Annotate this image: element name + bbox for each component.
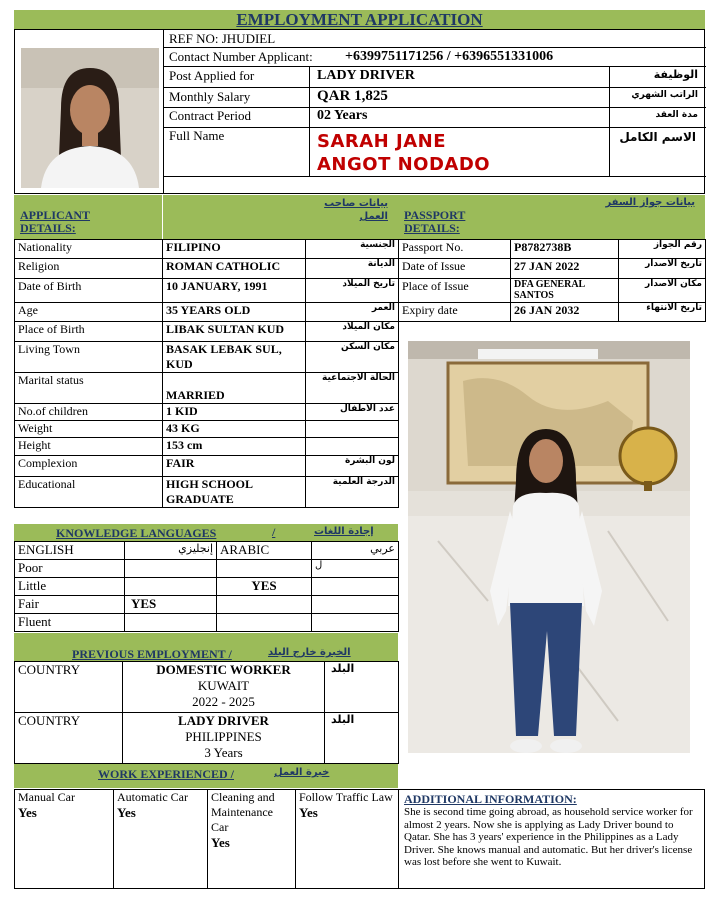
post-label: Post Applied for — [169, 68, 255, 83]
previous-position: LADY DRIVER — [178, 713, 269, 728]
applicant-row — [15, 322, 399, 342]
language-arabic-value — [217, 614, 312, 632]
passport-arabic: تاريخ الانتهاء — [619, 303, 706, 322]
contract-value: 02 Years — [317, 108, 368, 123]
work-item — [15, 790, 114, 889]
language-row — [15, 596, 399, 614]
previous-detail — [123, 662, 325, 713]
work-item — [114, 790, 208, 889]
previous-period: 3 Years — [204, 745, 243, 760]
language-level: Fair — [15, 596, 125, 614]
applicant-row — [15, 438, 399, 456]
applicant-arabic: الحالة الاجتماعية — [306, 373, 399, 404]
work-item-label: Cleaning and Maintenance Car — [211, 790, 275, 834]
headshot-photo — [21, 48, 159, 188]
work-item-label: Follow Traffic Law — [299, 790, 393, 804]
languages-header: KNOWLEDGE LANGUAGES — [56, 526, 217, 540]
applicant-row — [15, 279, 399, 303]
passport-arabic: مكان الاصدار — [619, 279, 706, 303]
person-headshot-icon — [21, 48, 159, 188]
passport-label: Passport No. — [399, 240, 511, 259]
language-row — [15, 614, 399, 632]
contact-value: +6399751171256 / +6396551331006 — [345, 49, 554, 64]
applicant-label: Place of Birth — [15, 322, 163, 342]
language-english-value — [125, 560, 217, 578]
salary-arabic: الراتب الشهري — [631, 90, 698, 100]
language-row — [15, 560, 399, 578]
applicant-arabic: تاريخ الميلاد — [306, 279, 399, 303]
applicant-label: Complexion — [15, 456, 163, 477]
applicant-label: No.of children — [15, 404, 163, 421]
post-arabic: الوظيفة — [653, 68, 698, 81]
previous-country: PHILIPPINES — [185, 729, 262, 744]
language-english-value: YES — [125, 596, 217, 614]
passport-label: Place of Issue — [399, 279, 511, 303]
passport-table — [398, 239, 706, 322]
language-english-value — [125, 614, 217, 632]
language-level: Poor — [15, 560, 125, 578]
passport-header-bar — [398, 195, 705, 239]
applicant-value: FAIR — [163, 456, 306, 477]
fullname-arabic: الاسم الكامل — [619, 130, 696, 144]
english-arabic: إنجليزي — [125, 542, 217, 560]
applicant-arabic: الديانة — [306, 259, 399, 279]
work-item-value: Yes — [211, 835, 230, 850]
applicant-arabic: عدد الأطفال — [306, 404, 399, 421]
previous-table — [14, 661, 399, 764]
title-bar — [14, 10, 705, 29]
passport-arabic: تاريخ الاصدار — [619, 259, 706, 279]
applicant-value: ROMAN CATHOLIC — [163, 259, 306, 279]
work-item-value: Yes — [299, 805, 318, 820]
previous-header-arabic: الخبرة خارج البلد — [268, 647, 351, 658]
applicant-arabic: الجنسية — [306, 240, 399, 259]
contract-arabic: مدة العقد — [655, 110, 698, 120]
applicant-arabic — [306, 421, 399, 438]
applicant-header-arabic: بيانات صاحب العمل — [324, 198, 388, 222]
previous-country: KUWAIT — [197, 678, 250, 693]
ref-no: REF NO: JHUDIEL — [169, 31, 276, 46]
applicant-value: BASAK LEBAK SUL, KUD — [163, 342, 306, 373]
language-extra — [312, 614, 399, 632]
previous-period: 2022 - 2025 — [192, 694, 255, 709]
salary-value: QAR 1,825 — [317, 88, 388, 104]
previous-arabic: البلد — [325, 713, 399, 764]
passport-header-arabic: بيانات جواز السفر — [605, 197, 695, 208]
work-item-label: Automatic Car — [117, 790, 188, 804]
applicant-row — [15, 240, 399, 259]
applicant-table — [14, 239, 399, 508]
passport-arabic: رقم الجواز — [619, 240, 706, 259]
applicant-value: LIBAK SULTAN KUD — [163, 322, 306, 342]
applicant-value: FILIPINO — [163, 240, 306, 259]
contract-label: Contract Period — [169, 108, 251, 123]
arabic-arabic: عربي — [312, 542, 399, 560]
work-item-label: Manual Car — [18, 790, 75, 804]
applicant-header: APPLICANT DETAILS: — [20, 208, 91, 235]
previous-header-bar — [14, 633, 398, 661]
previous-position: DOMESTIC WORKER — [156, 662, 291, 677]
applicant-value: HIGH SCHOOL GRADUATE — [163, 477, 306, 508]
applicant-arabic: الدرجة العلمية — [306, 477, 399, 508]
additional-header: ADDITIONAL INFORMATION: — [404, 792, 577, 806]
applicant-arabic: مكان السكن — [306, 342, 399, 373]
previous-label: COUNTRY — [15, 713, 123, 764]
applicant-label: Height — [15, 438, 163, 456]
work-header-bar — [14, 764, 398, 788]
previous-label: COUNTRY — [15, 662, 123, 713]
work-item-value: Yes — [18, 805, 37, 820]
applicant-label: Religion — [15, 259, 163, 279]
language-level: Fluent — [15, 614, 125, 632]
passport-row — [399, 279, 706, 303]
applicant-value: 10 JANUARY, 1991 — [163, 279, 306, 303]
contract-row — [163, 107, 706, 127]
work-item-value: Yes — [117, 805, 136, 820]
languages-table — [14, 541, 399, 632]
applicant-label: Living Town — [15, 342, 163, 373]
language-extra: ل — [312, 560, 399, 578]
language-arabic-value — [217, 560, 312, 578]
work-header: WORK EXPERIENCED / — [98, 767, 235, 781]
applicant-row — [15, 421, 399, 438]
previous-detail — [123, 713, 325, 764]
applicant-row — [15, 456, 399, 477]
applicant-arabic: العمر — [306, 303, 399, 322]
language-arabic-value — [217, 596, 312, 614]
work-item — [296, 790, 399, 889]
applicant-label: Weight — [15, 421, 163, 438]
additional-box — [398, 789, 705, 889]
passport-row — [399, 259, 706, 279]
applicant-value: 43 KG — [163, 421, 306, 438]
work-item — [208, 790, 296, 889]
passport-value: 26 JAN 2032 — [511, 303, 619, 322]
previous-header: PREVIOUS EMPLOYMENT / — [72, 647, 232, 661]
contact-label: Contact Number Applicant: — [169, 49, 313, 64]
applicant-label: Marital status — [15, 373, 163, 404]
work-table — [14, 789, 399, 889]
work-header-arabic: خبرة العمل — [274, 767, 330, 778]
applicant-row — [15, 342, 399, 373]
language-english-value — [125, 578, 217, 596]
salary-label: Monthly Salary — [169, 89, 251, 104]
applicant-arabic: مكان الميلاد — [306, 322, 399, 342]
top-block — [14, 29, 705, 194]
post-value: LADY DRIVER — [317, 68, 415, 83]
passport-value: P8782738B — [511, 240, 619, 259]
fullname-label: Full Name — [169, 128, 225, 143]
applicant-value: 35 YEARS OLD — [163, 303, 306, 322]
previous-row — [15, 662, 399, 713]
english-label: ENGLISH — [15, 542, 125, 560]
applicant-value: 1 KID — [163, 404, 306, 421]
applicant-value: MARRIED — [163, 373, 306, 404]
passport-label: Expiry date — [399, 303, 511, 322]
applicant-label: Educational — [15, 477, 163, 508]
applicant-header-bar — [14, 195, 398, 239]
languages-header-arabic: إجادة اللغات — [314, 526, 374, 537]
language-extra — [312, 596, 399, 614]
passport-label: Date of Issue — [399, 259, 511, 279]
previous-arabic: البلد — [325, 662, 399, 713]
applicant-arabic — [306, 438, 399, 456]
applicant-value: 153 cm — [163, 438, 306, 456]
passport-row — [399, 303, 706, 322]
language-extra — [312, 578, 399, 596]
languages-header-bar — [14, 524, 398, 541]
person-full-body-icon — [408, 341, 690, 753]
full-body-photo — [408, 341, 690, 753]
applicant-row — [15, 477, 399, 508]
language-row — [15, 578, 399, 596]
applicant-label: Nationality — [15, 240, 163, 259]
passport-row — [399, 240, 706, 259]
applicant-row — [15, 373, 399, 404]
applicant-arabic: لون البشرة — [306, 456, 399, 477]
languages-slash: / — [272, 525, 276, 539]
page-title: EMPLOYMENT APPLICATION — [236, 10, 483, 29]
language-level: Little — [15, 578, 125, 596]
salary-row — [163, 87, 706, 107]
previous-row — [15, 713, 399, 764]
passport-value: 27 JAN 2022 — [511, 259, 619, 279]
passport-header: PASSPORT DETAILS: — [404, 208, 466, 235]
applicant-label: Age — [15, 303, 163, 322]
fullname-value: SARAH JANE ANGOT NODADO — [317, 131, 491, 175]
arabic-label: ARABIC — [217, 542, 312, 560]
passport-value: DFA GENERAL SANTOS — [511, 279, 619, 303]
applicant-label: Date of Birth — [15, 279, 163, 303]
language-arabic-value: YES — [217, 578, 312, 596]
applicant-row — [15, 259, 399, 279]
applicant-row — [15, 303, 399, 322]
applicant-row — [15, 404, 399, 421]
post-row — [163, 66, 706, 87]
additional-text: She is second time going abroad, as household service worker for almost 2 years. Now she is applying as Lady Driver bound to Qatar. She has 3 years' experience in the Philippines as a Lady Driver. She knows manual and automatic. But her driver's license was lost before she went to Kuwait. — [404, 806, 693, 868]
